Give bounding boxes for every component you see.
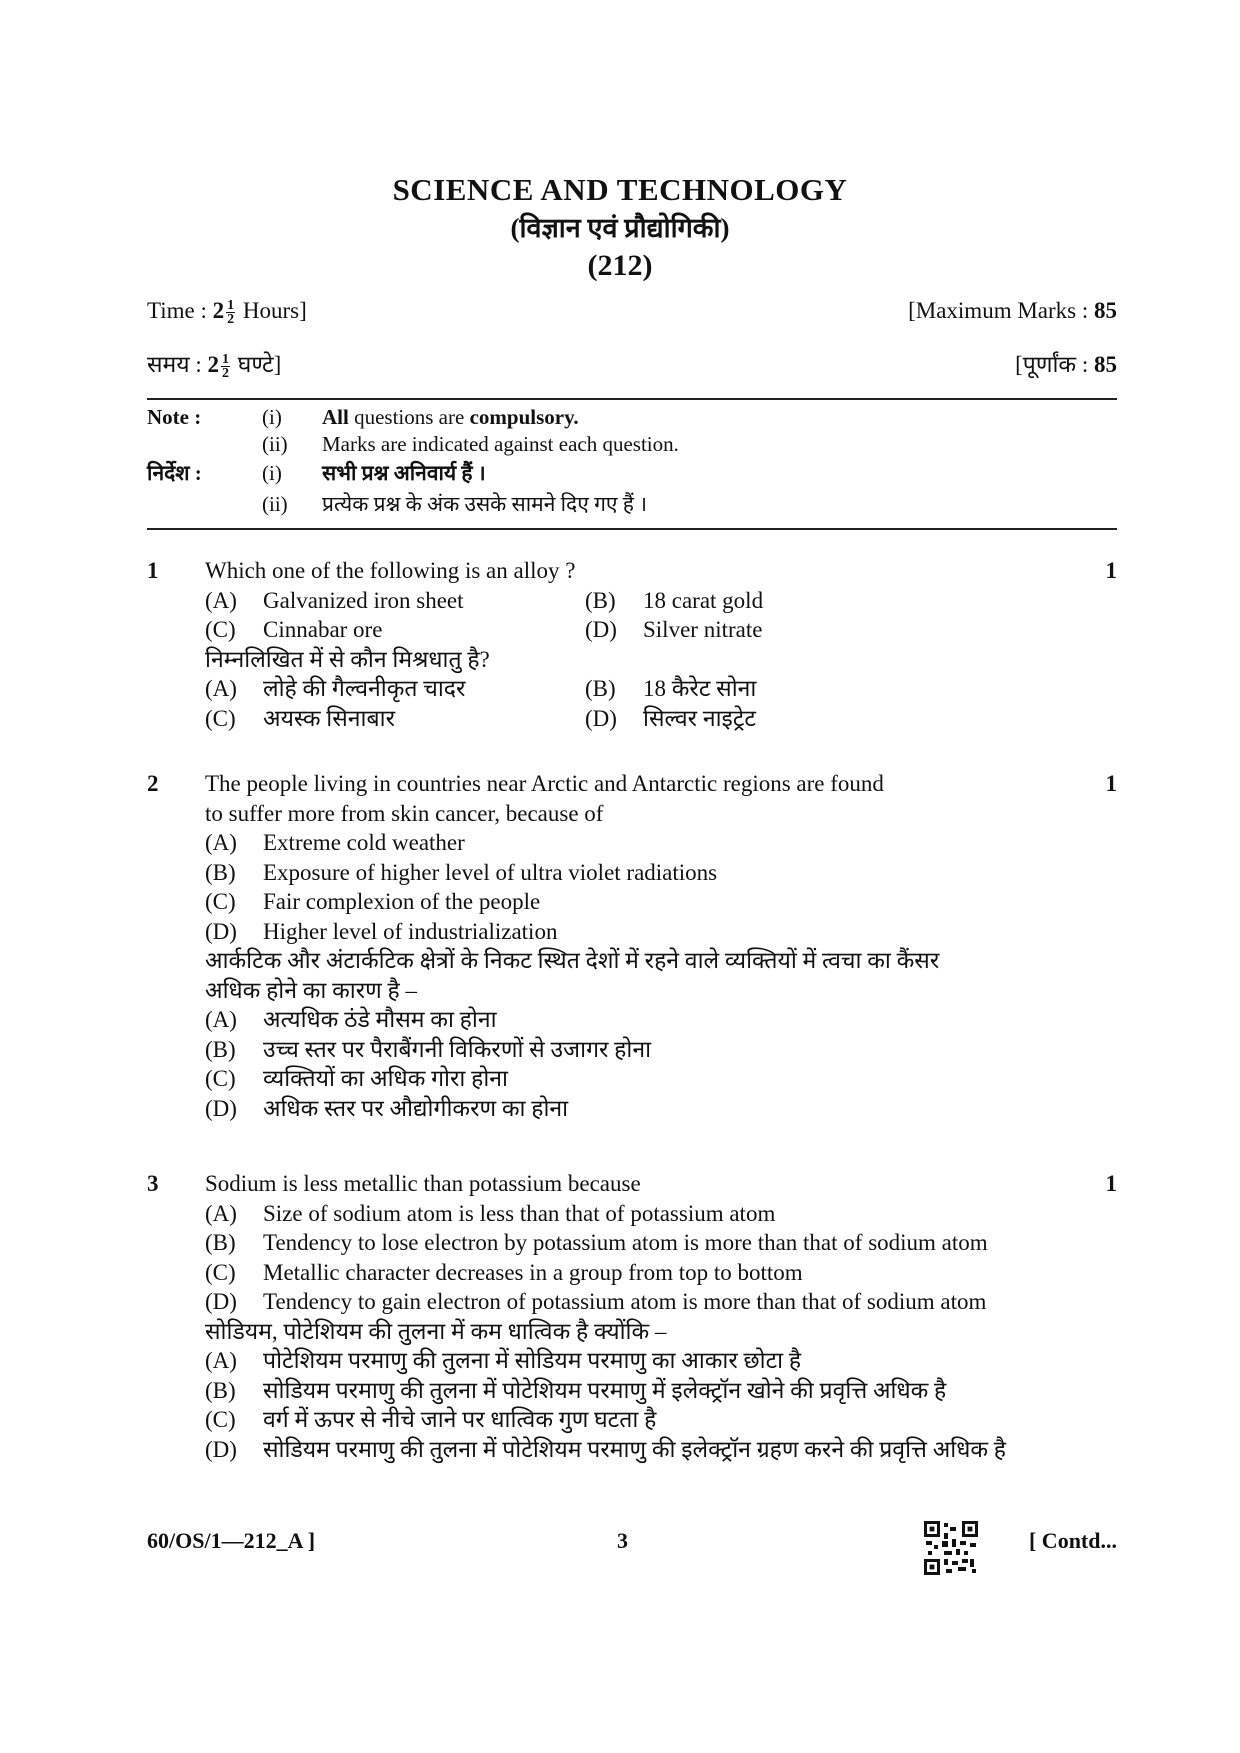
time-label-hindi: समय : xyxy=(147,352,202,377)
qr-code-icon xyxy=(924,1521,978,1575)
time-unit: Hours] xyxy=(242,298,307,323)
time-row-english xyxy=(147,298,1117,326)
question-1 xyxy=(147,556,1117,733)
paper-title-hindi: (विज्ञान एवं प्रौद्योगिकी) xyxy=(510,213,730,243)
question-marks: 1 xyxy=(1105,771,1117,796)
note-text-hindi: प्रत्येक प्रश्न के अंक उसके सामने दिए गए हैं । xyxy=(322,492,648,516)
question-number: 2 xyxy=(147,771,159,796)
option-a-hindi: (A) पोटेशियम परमाणु की तुलना में सोडियम परमाणु का आकार छोटा है xyxy=(205,1348,802,1373)
option-b-hindi: (B) 18 कैरेट सोना xyxy=(585,676,757,701)
paper-title: SCIENCE AND TECHNOLOGY xyxy=(392,172,848,207)
question-text-hindi: सोडियम, पोटेशियम की तुलना में कम धात्विक है क्योंकि – xyxy=(205,1318,667,1344)
time-fraction: $\frac{1}{2}$ xyxy=(227,298,235,328)
option-a: (A) Galvanized iron sheet xyxy=(205,587,464,613)
time-label: Time : xyxy=(147,298,207,323)
note-label-hindi: निर्देश : xyxy=(147,461,202,485)
time-fraction-hindi: $\frac{1}{2}$ xyxy=(222,352,230,382)
max-marks: [Maximum Marks : 85 xyxy=(908,298,1117,323)
option-d: (D) Tendency to gain electron of potassium atom is more than that of sodium atom xyxy=(205,1289,987,1314)
option-c-hindi: (C) वर्ग में ऊपर से नीचे जाने पर धात्विक गुण घटता है xyxy=(205,1407,657,1432)
option-c-hindi: (C) अयस्क सिनाबार xyxy=(205,705,395,731)
option-a: (A) Size of sodium atom is less than that of potassium atom xyxy=(205,1200,776,1226)
option-b: (B) Exposure of higher level of ultra violet radiations xyxy=(205,859,718,885)
question-text: The people living in countries near Arctic and Antarctic regions are found xyxy=(205,771,884,796)
option-c: (C) Metallic character decreases in a group from top to bottom xyxy=(205,1259,803,1285)
note-text: All questions are compulsory. xyxy=(322,405,579,429)
note-index: (ii) xyxy=(262,432,288,456)
question-number: 1 xyxy=(147,558,159,583)
question-text: Sodium is less metallic than potassium because xyxy=(205,1171,641,1196)
question-text-hindi: निम्नलिखित में से कौन मिश्रधातु है? xyxy=(205,646,490,672)
question-marks: 1 xyxy=(1105,1171,1117,1196)
question-3 xyxy=(147,1169,1117,1464)
continued-label: [ Contd... xyxy=(1028,1528,1117,1553)
question-text-hindi: आर्कटिक और अंटार्कटिक क्षेत्रों के निकट स्थित देशों में रहने वाले व्यक्तियों में त्वचा का कैंसर xyxy=(205,948,940,973)
option-d: (D) Silver nitrate xyxy=(585,617,763,642)
option-b: (B) 18 carat gold xyxy=(585,587,764,613)
divider-bottom xyxy=(147,528,1117,530)
note-text: Marks are indicated against each question. xyxy=(322,432,679,456)
option-d-hindi: (D) अधिक स्तर पर औद्योगीकरण का होना xyxy=(205,1095,569,1121)
option-b-hindi: (B) उच्च स्तर पर पैराबैंगनी विकिरणों से उजागर होना xyxy=(205,1036,652,1062)
question-text-hindi: अधिक होने का कारण है – xyxy=(205,977,418,1003)
question-text: to suffer more from skin cancer, because of xyxy=(205,800,604,826)
time-unit-hindi: घण्टे] xyxy=(237,352,282,377)
note-index: (i) xyxy=(262,405,282,429)
time-whole: 2 xyxy=(212,298,225,323)
question-text: Which one of the following is an alloy ? xyxy=(205,558,576,583)
note-index: (ii) xyxy=(262,492,288,516)
option-d: (D) Higher level of industrialization xyxy=(205,918,558,944)
option-d-hindi: (D) सोडियम परमाणु की तुलना में पोटेशियम परमाणु की इलेक्ट्रॉन ग्रहण करने की प्रवृत्ति अधिक है xyxy=(205,1436,1006,1462)
question-2 xyxy=(147,769,1117,1123)
option-b: (B) Tendency to lose electron by potassium atom is more than that of sodium atom xyxy=(205,1230,988,1255)
instructions xyxy=(147,404,1117,526)
option-c-hindi: (C) व्यक्तियों का अधिक गोरा होना xyxy=(205,1066,509,1091)
note-index: (i) xyxy=(262,461,282,485)
time-whole-hindi: 2 xyxy=(207,352,220,377)
note-label: Note : xyxy=(147,405,202,429)
option-a-hindi: (A) लोहे की गैल्वनीकृत चादर xyxy=(205,676,466,701)
note-text-hindi: सभी प्रश्न अनिवार्य हैं । xyxy=(322,461,486,485)
option-c: (C) Cinnabar ore xyxy=(205,617,383,642)
time-row-hindi xyxy=(147,347,1117,380)
question-marks: 1 xyxy=(1105,558,1117,583)
option-d-hindi: (D) सिल्वर नाइट्रेट xyxy=(585,705,757,731)
paper-header xyxy=(0,170,1240,286)
option-c: (C) Fair complexion of the people xyxy=(205,889,541,914)
page-number: 3 xyxy=(617,1528,628,1553)
question-number: 3 xyxy=(147,1171,159,1196)
option-a-hindi: (A) अत्यधिक ठंडे मौसम का होना xyxy=(205,1007,497,1032)
divider-top xyxy=(147,398,1117,400)
subject-code: (212) xyxy=(587,249,653,282)
option-a: (A) Extreme cold weather xyxy=(205,830,465,855)
paper-code: 60/OS/1—212_A ] xyxy=(147,1528,316,1553)
max-marks-hindi: [पूर्णांक : 85 xyxy=(1015,352,1117,377)
option-b-hindi: (B) सोडियम परमाणु की तुलना में पोटेशियम परमाणु में इलेक्ट्रॉन खोने की प्रवृत्ति अधिक है xyxy=(205,1377,947,1403)
